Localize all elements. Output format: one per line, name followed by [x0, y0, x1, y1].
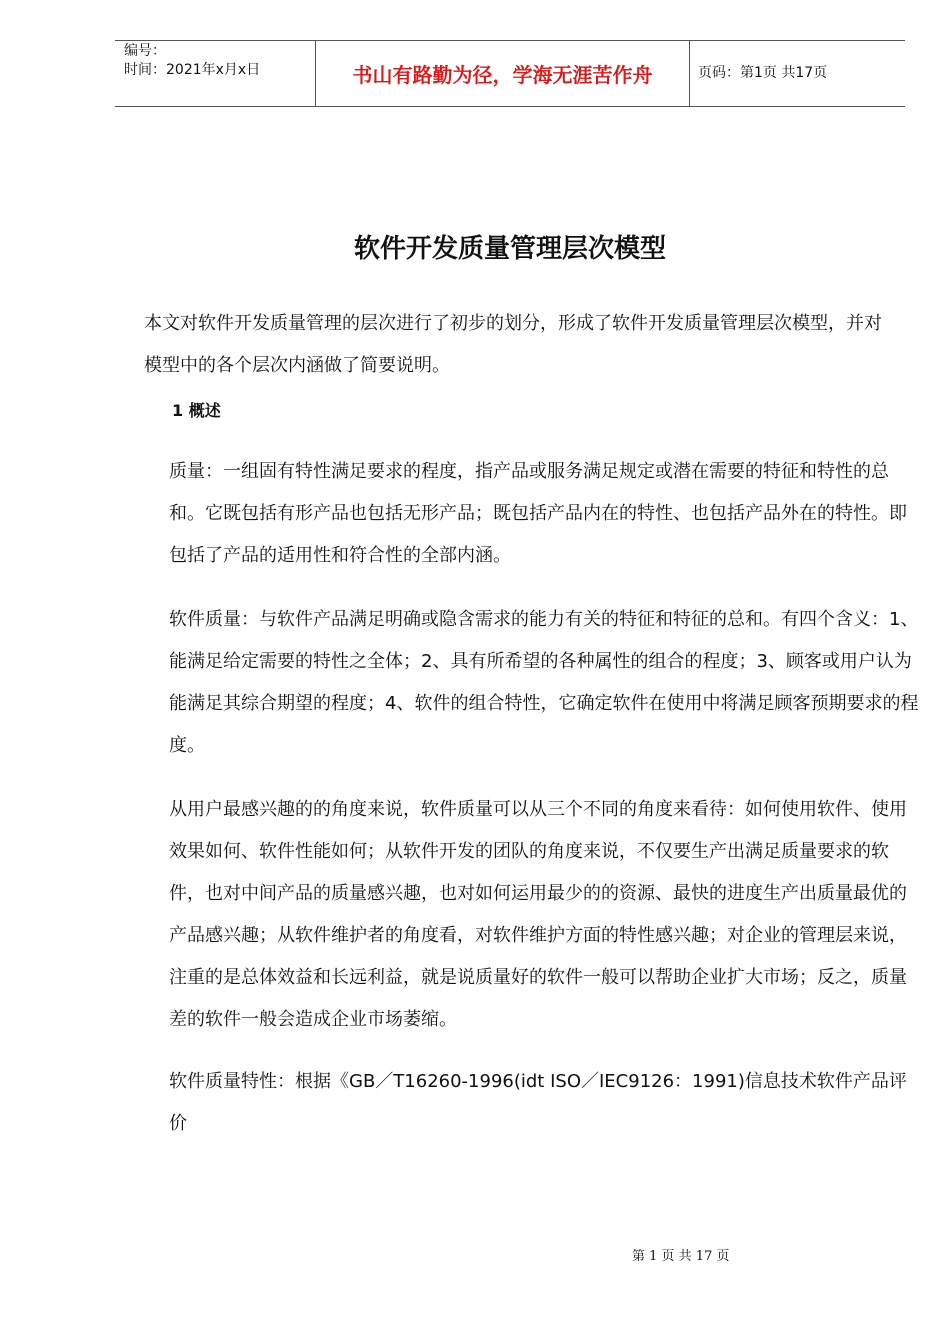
paragraph-quality-characteristics: 软件质量特性：根据《GB／T16260-1996(idt ISO／IEC9126：1991)信息技术软件产品评价 — [169, 1071, 907, 1134]
header-number-label: 编号： — [124, 43, 166, 59]
header-divider-right — [689, 40, 690, 107]
header-meta — [124, 42, 260, 80]
paragraph-perspectives: 从用户最感兴趣的的角度来说，软件质量可以从三个不同的角度来看待：如何使用软件、使用效果如何、软件性能如何；从软件开发的团队的角度来说，不仅要生产出满足质量要求的软件，也对中间产品的质量感兴趣，也对如何运用最少的的资源、最快的进度生产出质量最优的产品感兴趣；从软件维护者的角度看，对软件维护方面的特性感兴趣；对企业的管理层来说，注重的是总体效益和长远利益，就是说质量好的软件一般可以帮助企业扩大市场；反之，质量差的软件一般会造成企业市场萎缩。 — [169, 799, 907, 1030]
intro-paragraph: 本文对软件开发质量管理的层次进行了初步的划分，形成了软件开发质量管理层次模型，并对模型中的各个层次内涵做了简要说明。 — [144, 313, 882, 376]
header-date-label: 时间：2021年x月x日 — [124, 62, 261, 78]
document-title: 软件开发质量管理层次模型 — [353, 234, 666, 264]
paragraph-quality: 质量：一组固有特性满足要求的程度，指产品或服务满足规定或潜在需要的特征和特性的总和。它既包括有形产品也包括无形产品；既包括产品内在的特性、也包括产品外在的特性。即包括了产品的适用性和符合性的全部内涵。 — [169, 461, 907, 566]
footer-page-number: 第 1 页 共 17 页 — [632, 1249, 730, 1264]
header-page-info: 页码：第1页 共17页 — [698, 65, 828, 81]
section-heading: 1 概述 — [172, 401, 221, 420]
paragraph-software-quality: 软件质量：与软件产品满足明确或隐含需求的能力有关的特征和特征的总和。有四个含义：1、能满足给定需要的特性之全体；2、具有所希望的各种属性的组合的程度；3、顾客或用户认为能满足其综合期望的程度；4、软件的组合特性，它确定软件在使用中将满足顾客预期要求的程度。 — [169, 609, 919, 756]
header-motto: 书山有路勤为径，学海无涯苦作舟 — [352, 63, 653, 87]
